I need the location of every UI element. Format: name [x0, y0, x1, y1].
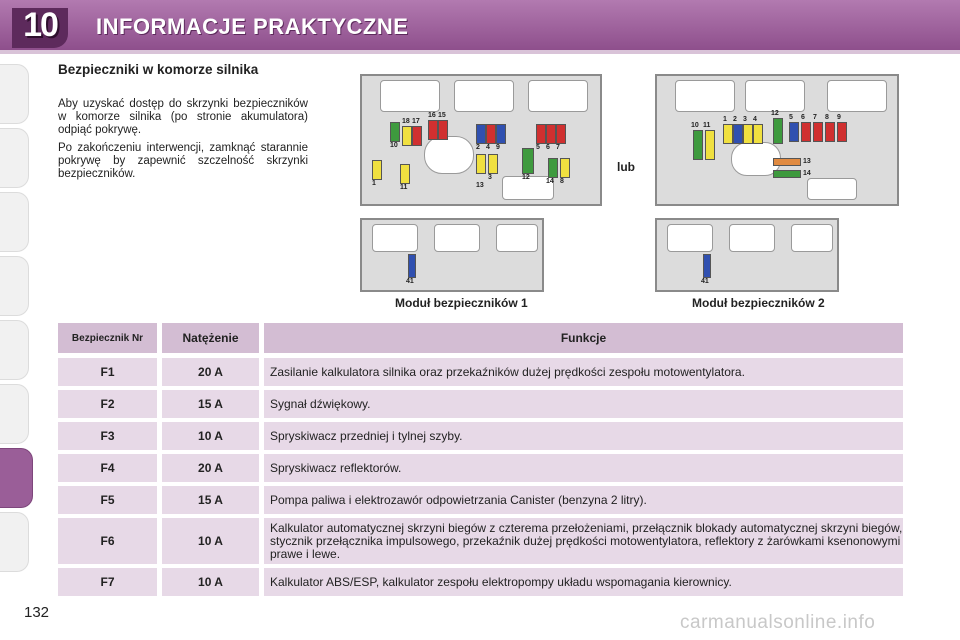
fuse-blue: [733, 124, 743, 144]
module-2-bottom-box: [655, 218, 839, 292]
fuse-label: 4: [486, 144, 490, 151]
fuse-label: 1: [723, 116, 727, 123]
table-cell-fuse: F7: [58, 568, 157, 596]
relay: [807, 178, 857, 200]
fuse-yellow: [560, 158, 570, 178]
fuse-label: 6: [546, 144, 550, 151]
fuse-red: [438, 120, 448, 140]
table-cell-function: Kalkulator automatycznej skrzyni biegów z czterema przełożeniami, przełącznik blokady automatycznej skrzyni biegów, stycznik przełącznika impulsowego, przekaźnik dużej prędkości motowentylatora, reflektory z żarówkami ksenonowymi prawe i lewe.: [264, 518, 903, 564]
table-cell-amps: 15 A: [162, 390, 259, 418]
fuse-module-2-diagram: [655, 66, 905, 296]
fuse-label: 12: [771, 110, 779, 117]
fuse-red: [546, 124, 556, 144]
fuse-blue: [476, 124, 486, 144]
watermark: carmanualsonline.info: [680, 612, 876, 633]
fuse-blue: [789, 122, 799, 142]
table-cell-function: Sygnał dźwiękowy.: [264, 390, 903, 418]
fuse-label: 6: [801, 114, 805, 121]
relay: [667, 224, 713, 252]
fuse-green: [390, 122, 400, 142]
fuse-label: 3: [488, 174, 492, 181]
fuse-label: 15: [438, 112, 446, 119]
relay-round: [424, 136, 474, 174]
fuse-label: 5: [789, 114, 793, 121]
fuse-green: [548, 158, 558, 178]
side-tab-8[interactable]: [0, 512, 29, 572]
fuse-yellow: [753, 124, 763, 144]
fuse-label: 9: [837, 114, 841, 121]
fuse-label: 4: [753, 116, 757, 123]
module-2-caption: Moduł bezpieczników 2: [692, 296, 825, 310]
fuse-red: [412, 126, 422, 146]
fuse-label: 16: [428, 112, 436, 119]
relay: [745, 80, 805, 112]
fuse-module-1-diagram: [360, 66, 610, 296]
table-cell-amps: 10 A: [162, 422, 259, 450]
fuse-yellow: [488, 154, 498, 174]
fuse-label: 7: [556, 144, 560, 151]
side-tab-2[interactable]: [0, 128, 29, 188]
relay: [729, 224, 775, 252]
fuse-green: [773, 118, 783, 144]
relay: [528, 80, 588, 112]
page-number: 132: [24, 604, 50, 621]
fuse-label: 8: [560, 178, 564, 185]
fuse-orange: [773, 158, 801, 166]
fuse-green: [773, 170, 801, 178]
column-header-functions: Funkcje: [264, 323, 903, 353]
fuse-red: [428, 120, 438, 140]
table-cell-fuse: F1: [58, 358, 157, 386]
table-cell-fuse: F6: [58, 518, 157, 564]
fuse-label: 8: [825, 114, 829, 121]
fuse-label: 14: [803, 170, 811, 177]
fuse-yellow: [705, 130, 715, 160]
fuse-yellow: [400, 164, 410, 184]
relay: [675, 80, 735, 112]
module-1-bottom-box: [360, 218, 544, 292]
fuse-label: 9: [496, 144, 500, 151]
side-tab-active[interactable]: [0, 448, 33, 508]
relay: [380, 80, 440, 112]
fuse-yellow: [743, 124, 753, 144]
fuse-red: [486, 124, 496, 144]
fuse-label: 12: [522, 174, 530, 181]
fuse-red: [801, 122, 811, 142]
table-cell-function: Zasilanie kalkulatora silnika oraz przekaźników dużej prędkości zespołu motowentylatora.: [264, 358, 903, 386]
relay: [372, 224, 418, 252]
fuse-red: [813, 122, 823, 142]
module-1-caption: Moduł bezpieczników 1: [395, 296, 528, 310]
fuse-label: 11: [703, 122, 711, 129]
table-cell-function: Pompa paliwa i elektrozawór odpowietrzania Canister (benzyna 2 litry).: [264, 486, 903, 514]
fuse-label: 17: [412, 118, 420, 125]
fuse-label: 41: [406, 278, 414, 285]
relay: [791, 224, 833, 252]
table-cell-function: Kalkulator ABS/ESP, kalkulator zespołu elektropompy układu wspomagania kierownicy.: [264, 568, 903, 596]
chapter-number: 10: [23, 6, 57, 44]
table-cell-amps: 10 A: [162, 518, 259, 564]
side-tab-6[interactable]: [0, 384, 29, 444]
table-cell-amps: 20 A: [162, 358, 259, 386]
relay: [496, 224, 538, 252]
fuse-label: 3: [743, 116, 747, 123]
fuse-label: 41: [701, 278, 709, 285]
fuse-label: 7: [813, 114, 817, 121]
fuse-red: [536, 124, 546, 144]
fuse-green: [693, 130, 703, 160]
side-tab-3[interactable]: [0, 192, 29, 252]
column-header-fuse: Bezpiecznik Nr: [58, 323, 157, 353]
section-title: Bezpieczniki w komorze silnika: [58, 62, 259, 77]
fuse-yellow: [723, 124, 733, 144]
fuse-red: [556, 124, 566, 144]
fuse-label: 18: [402, 118, 410, 125]
module-2-top-box: [655, 74, 899, 206]
fuse-label: 11: [400, 184, 408, 191]
page-title: INFORMACJE PRAKTYCZNE: [96, 14, 409, 39]
fuse-yellow: [372, 160, 382, 180]
fuse-green: [522, 148, 534, 174]
table-cell-function: Spryskiwacz reflektorów.: [264, 454, 903, 482]
fuse-label: 13: [476, 182, 484, 189]
relay: [827, 80, 887, 112]
fuse-label: 5: [536, 144, 540, 151]
column-header-amperage: Natężenie: [162, 323, 259, 353]
fuse-red: [837, 122, 847, 142]
intro-paragraph-2: Po zakończeniu interwencji, zamknąć starannie pokrywę by zapewnić szczelność skrzynki bezpieczników.: [58, 142, 308, 180]
module-1-top-box: [360, 74, 602, 206]
fuse-blue: [703, 254, 711, 278]
fuse-blue: [408, 254, 416, 278]
fuse-yellow: [402, 126, 412, 146]
table-cell-amps: 15 A: [162, 486, 259, 514]
table-cell-fuse: F3: [58, 422, 157, 450]
table-cell-amps: 10 A: [162, 568, 259, 596]
side-tab-4[interactable]: [0, 256, 29, 316]
or-label: lub: [617, 160, 635, 174]
fuse-label: 14: [546, 178, 554, 185]
table-cell-fuse: F5: [58, 486, 157, 514]
fuse-red: [825, 122, 835, 142]
side-tab-1[interactable]: [0, 64, 29, 124]
fuse-label: 2: [733, 116, 737, 123]
fuse-label: 10: [691, 122, 699, 129]
side-tab-5[interactable]: [0, 320, 29, 380]
table-cell-fuse: F2: [58, 390, 157, 418]
relay: [454, 80, 514, 112]
relay: [434, 224, 480, 252]
table-cell-fuse: F4: [58, 454, 157, 482]
intro-paragraph-1: Aby uzyskać dostęp do skrzynki bezpieczników w komorze silnika (po stronie akumulatora) odpiąć pokrywę.: [58, 98, 308, 136]
fuse-blue: [496, 124, 506, 144]
header-stripe: [0, 50, 960, 54]
fuse-label: 1: [372, 180, 376, 187]
fuse-label: 13: [803, 158, 811, 165]
table-cell-amps: 20 A: [162, 454, 259, 482]
fuse-label: 2: [476, 144, 480, 151]
fuse-yellow: [476, 154, 486, 174]
table-cell-function: Spryskiwacz przedniej i tylnej szyby.: [264, 422, 903, 450]
fuse-label: 10: [390, 142, 398, 149]
